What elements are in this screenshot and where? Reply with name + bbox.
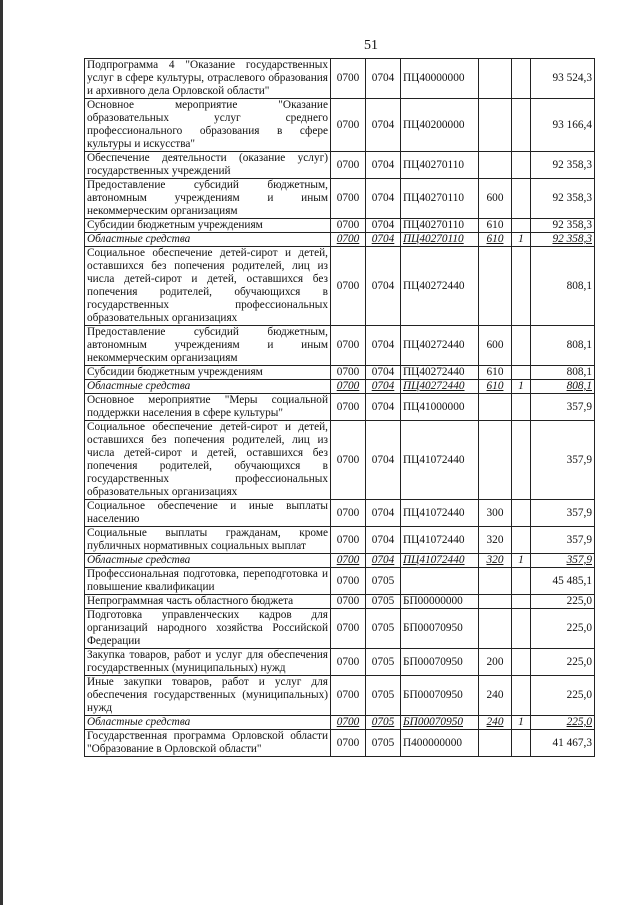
expense-type-cell: 610 <box>479 380 512 394</box>
expense-type-cell: 320 <box>479 527 512 554</box>
expense-type-cell <box>479 394 512 421</box>
table-row <box>85 609 595 649</box>
funding-source-cell <box>512 247 531 326</box>
subsection-code-cell: 0704 <box>366 421 401 500</box>
section-code-cell: 0700 <box>331 500 366 527</box>
expense-type-cell: 320 <box>479 554 512 568</box>
funding-source-cell <box>512 500 531 527</box>
section-code-cell: 0700 <box>331 676 366 716</box>
row-name-cell: Субсидии бюджетным учреждениям <box>85 219 331 233</box>
target-article-cell: ПЦ40272440 <box>401 380 479 394</box>
subsection-code-cell: 0704 <box>366 380 401 394</box>
page-number: 51 <box>364 38 378 53</box>
target-article-cell: ПЦ40272440 <box>401 247 479 326</box>
table-row <box>85 568 595 595</box>
subsection-code-cell: 0704 <box>366 219 401 233</box>
funding-source-cell <box>512 152 531 179</box>
section-code-cell: 0700 <box>331 247 366 326</box>
row-name-cell: Областные средства <box>85 233 331 247</box>
funding-source-cell <box>512 59 531 99</box>
target-article-cell: ПЦ40270110 <box>401 219 479 233</box>
row-name-cell: Областные средства <box>85 554 331 568</box>
amount-cell: 357,9 <box>531 421 595 500</box>
row-name-cell: Подготовка управленческих кадров для организаций народного хозяйства Российской Федерации <box>85 609 331 649</box>
subsection-code-cell: 0704 <box>366 394 401 421</box>
subsection-code-cell: 0704 <box>366 554 401 568</box>
table-row <box>85 527 595 554</box>
subsection-code-cell: 0705 <box>366 609 401 649</box>
row-name-cell: Непрограммная часть областного бюджета <box>85 595 331 609</box>
table-row <box>85 179 595 219</box>
expense-type-cell: 600 <box>479 326 512 366</box>
expense-type-cell: 200 <box>479 649 512 676</box>
section-code-cell: 0700 <box>331 366 366 380</box>
subsection-code-cell: 0705 <box>366 568 401 595</box>
target-article-cell: БП00000000 <box>401 595 479 609</box>
target-article-cell: БП00070950 <box>401 609 479 649</box>
subsection-code-cell: 0704 <box>366 233 401 247</box>
target-article-cell: БП00070950 <box>401 649 479 676</box>
section-code-cell: 0700 <box>331 609 366 649</box>
target-article-cell: ПЦ40200000 <box>401 99 479 152</box>
table-row <box>85 595 595 609</box>
row-name-cell: Закупка товаров, работ и услуг для обеспечения государственных (муниципальных) нужд <box>85 649 331 676</box>
funding-source-cell <box>512 366 531 380</box>
funding-source-cell <box>512 649 531 676</box>
section-code-cell: 0700 <box>331 649 366 676</box>
target-article-cell: ПЦ40272440 <box>401 366 479 380</box>
target-article-cell: ПЦ41072440 <box>401 554 479 568</box>
amount-cell: 93 524,3 <box>531 59 595 99</box>
amount-cell: 225,0 <box>531 609 595 649</box>
row-name-cell: Обеспечение деятельности (оказание услуг) государственных учреждений <box>85 152 331 179</box>
target-article-cell: П400000000 <box>401 730 479 757</box>
row-name-cell: Социальное обеспечение и иные выплаты населению <box>85 500 331 527</box>
subsection-code-cell: 0705 <box>366 730 401 757</box>
amount-cell: 808,1 <box>531 326 595 366</box>
subsection-code-cell: 0705 <box>366 649 401 676</box>
table-row <box>85 500 595 527</box>
expense-type-cell <box>479 59 512 99</box>
table-row <box>85 59 595 99</box>
expense-type-cell <box>479 421 512 500</box>
budget-table-body <box>85 59 595 757</box>
amount-cell: 808,1 <box>531 380 595 394</box>
funding-source-cell: 1 <box>512 380 531 394</box>
funding-source-cell <box>512 568 531 595</box>
amount-cell: 357,9 <box>531 500 595 527</box>
row-name-cell: Предоставление субсидий бюджетным, автономным учреждениям и иным некоммерческим организациям <box>85 179 331 219</box>
amount-cell: 225,0 <box>531 676 595 716</box>
table-row <box>85 247 595 326</box>
table-row <box>85 554 595 568</box>
target-article-cell: ПЦ40000000 <box>401 59 479 99</box>
funding-source-cell <box>512 609 531 649</box>
section-code-cell: 0700 <box>331 554 366 568</box>
table-row <box>85 326 595 366</box>
table-row <box>85 716 595 730</box>
row-name-cell: Областные средства <box>85 716 331 730</box>
amount-cell: 357,9 <box>531 554 595 568</box>
expense-type-cell: 240 <box>479 716 512 730</box>
target-article-cell: ПЦ40270110 <box>401 152 479 179</box>
table-row <box>85 99 595 152</box>
expense-type-cell <box>479 99 512 152</box>
funding-source-cell <box>512 99 531 152</box>
budget-table <box>84 58 595 757</box>
amount-cell: 808,1 <box>531 366 595 380</box>
section-code-cell: 0700 <box>331 99 366 152</box>
row-name-cell: Основное мероприятие "Меры социальной поддержки населения в сфере культуры" <box>85 394 331 421</box>
page-binding-edge <box>0 0 3 905</box>
expense-type-cell: 610 <box>479 233 512 247</box>
subsection-code-cell: 0705 <box>366 716 401 730</box>
target-article-cell: БП00070950 <box>401 676 479 716</box>
section-code-cell: 0700 <box>331 233 366 247</box>
subsection-code-cell: 0705 <box>366 676 401 716</box>
target-article-cell: ПЦ40272440 <box>401 326 479 366</box>
table-row <box>85 380 595 394</box>
target-article-cell: ПЦ41072440 <box>401 527 479 554</box>
funding-source-cell <box>512 394 531 421</box>
amount-cell: 92 358,3 <box>531 233 595 247</box>
target-article-cell: ПЦ41072440 <box>401 421 479 500</box>
amount-cell: 225,0 <box>531 595 595 609</box>
row-name-cell: Областные средства <box>85 380 331 394</box>
amount-cell: 225,0 <box>531 649 595 676</box>
funding-source-cell <box>512 730 531 757</box>
expense-type-cell: 600 <box>479 179 512 219</box>
subsection-code-cell: 0704 <box>366 247 401 326</box>
row-name-cell: Основное мероприятие "Оказание образовательных услуг среднего профессионального образования в сфере культуры и искусства" <box>85 99 331 152</box>
funding-source-cell <box>512 421 531 500</box>
amount-cell: 41 467,3 <box>531 730 595 757</box>
section-code-cell: 0700 <box>331 730 366 757</box>
expense-type-cell: 610 <box>479 366 512 380</box>
funding-source-cell: 1 <box>512 554 531 568</box>
subsection-code-cell: 0704 <box>366 179 401 219</box>
expense-type-cell: 240 <box>479 676 512 716</box>
table-row <box>85 676 595 716</box>
expense-type-cell: 300 <box>479 500 512 527</box>
section-code-cell: 0700 <box>331 595 366 609</box>
subsection-code-cell: 0705 <box>366 595 401 609</box>
amount-cell: 808,1 <box>531 247 595 326</box>
amount-cell: 357,9 <box>531 527 595 554</box>
row-name-cell: Государственная программа Орловской области "Образование в Орловской области" <box>85 730 331 757</box>
table-row <box>85 730 595 757</box>
row-name-cell: Социальное обеспечение детей-сирот и детей, оставшихся без попечения родителей, лиц из числа детей-сирот и детей, оставшихся без попечения родителей, обучающихся в государственных профессиональных образовательных организациях <box>85 247 331 326</box>
subsection-code-cell: 0704 <box>366 500 401 527</box>
subsection-code-cell: 0704 <box>366 326 401 366</box>
table-row <box>85 366 595 380</box>
table-row <box>85 233 595 247</box>
subsection-code-cell: 0704 <box>366 99 401 152</box>
table-row <box>85 152 595 179</box>
amount-cell: 45 485,1 <box>531 568 595 595</box>
funding-source-cell <box>512 595 531 609</box>
funding-source-cell <box>512 326 531 366</box>
funding-source-cell: 1 <box>512 716 531 730</box>
subsection-code-cell: 0704 <box>366 152 401 179</box>
table-row <box>85 394 595 421</box>
amount-cell: 357,9 <box>531 394 595 421</box>
amount-cell: 92 358,3 <box>531 219 595 233</box>
row-name-cell: Предоставление субсидий бюджетным, автономным учреждениям и иным некоммерческим организациям <box>85 326 331 366</box>
funding-source-cell <box>512 219 531 233</box>
expense-type-cell <box>479 247 512 326</box>
target-article-cell: ПЦ40270110 <box>401 179 479 219</box>
amount-cell: 93 166,4 <box>531 99 595 152</box>
section-code-cell: 0700 <box>331 527 366 554</box>
expense-type-cell <box>479 152 512 179</box>
target-article-cell: БП00070950 <box>401 716 479 730</box>
expense-type-cell <box>479 568 512 595</box>
table-row <box>85 421 595 500</box>
row-name-cell: Профессиональная подготовка, переподготовка и повышение квалификации <box>85 568 331 595</box>
section-code-cell: 0700 <box>331 380 366 394</box>
amount-cell: 225,0 <box>531 716 595 730</box>
expense-type-cell: 610 <box>479 219 512 233</box>
section-code-cell: 0700 <box>331 394 366 421</box>
row-name-cell: Субсидии бюджетным учреждениям <box>85 366 331 380</box>
target-article-cell: ПЦ41072440 <box>401 500 479 527</box>
section-code-cell: 0700 <box>331 568 366 595</box>
section-code-cell: 0700 <box>331 421 366 500</box>
target-article-cell: ПЦ40270110 <box>401 233 479 247</box>
subsection-code-cell: 0704 <box>366 59 401 99</box>
section-code-cell: 0700 <box>331 59 366 99</box>
funding-source-cell: 1 <box>512 233 531 247</box>
section-code-cell: 0700 <box>331 326 366 366</box>
table-row <box>85 649 595 676</box>
row-name-cell: Социальное обеспечение детей-сирот и детей, оставшихся без попечения родителей, лиц из числа детей-сирот и детей, оставшихся без попечения родителей, обучающихся в государственных профессиональных образовательных организациях <box>85 421 331 500</box>
funding-source-cell <box>512 676 531 716</box>
target-article-cell <box>401 568 479 595</box>
funding-source-cell <box>512 179 531 219</box>
expense-type-cell <box>479 595 512 609</box>
amount-cell: 92 358,3 <box>531 152 595 179</box>
section-code-cell: 0700 <box>331 152 366 179</box>
funding-source-cell <box>512 527 531 554</box>
section-code-cell: 0700 <box>331 179 366 219</box>
row-name-cell: Иные закупки товаров, работ и услуг для обеспечения государственных (муниципальных) нужд <box>85 676 331 716</box>
subsection-code-cell: 0704 <box>366 527 401 554</box>
amount-cell: 92 358,3 <box>531 179 595 219</box>
subsection-code-cell: 0704 <box>366 366 401 380</box>
section-code-cell: 0700 <box>331 219 366 233</box>
expense-type-cell <box>479 609 512 649</box>
section-code-cell: 0700 <box>331 716 366 730</box>
row-name-cell: Подпрограмма 4 "Оказание государственных услуг в сфере культуры, отраслевого образования и архивного дела Орловской области" <box>85 59 331 99</box>
table-row <box>85 219 595 233</box>
expense-type-cell <box>479 730 512 757</box>
row-name-cell: Социальные выплаты гражданам, кроме публичных нормативных социальных выплат <box>85 527 331 554</box>
target-article-cell: ПЦ41000000 <box>401 394 479 421</box>
